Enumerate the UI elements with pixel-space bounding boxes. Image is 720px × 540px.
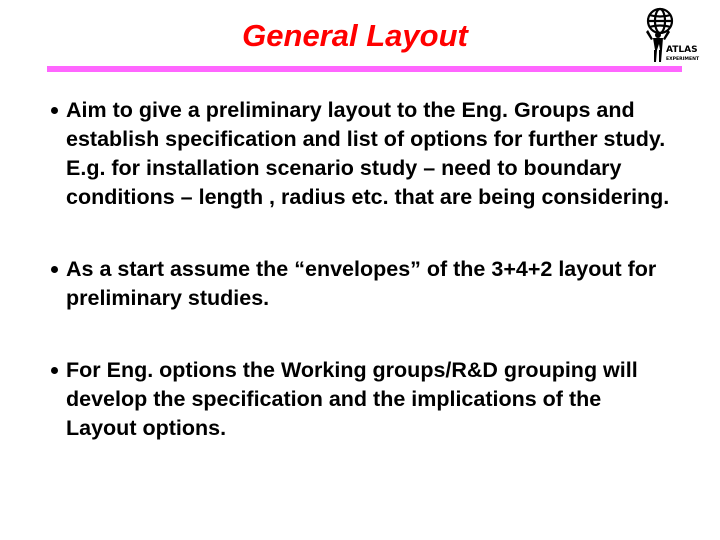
- title-underline: [47, 66, 682, 72]
- bullet-item: [47, 96, 677, 212]
- bullet-item: [47, 356, 677, 443]
- bullet-list: [47, 96, 677, 443]
- bullet-text: For Eng. options the Working groups/R&D grouping will develop the specification and the implications of the Layout options.: [66, 358, 638, 440]
- bullet-item: [47, 255, 677, 313]
- logo-subtext: EXPERIMENT: [666, 57, 700, 62]
- bullet-dot-icon: [51, 107, 58, 114]
- bullet-text: As a start assume the “envelopes” of the 3+4+2 layout for preliminary studies.: [66, 257, 657, 310]
- bullet-dot-icon: [51, 367, 58, 374]
- slide-title: General Layout: [242, 18, 468, 53]
- bullet-text: Aim to give a preliminary layout to the Eng. Groups and establish specification and list of options for further study. E.g. for installation scenario study – need to boundary conditions – length , radius etc. that are being considering.: [66, 98, 670, 209]
- logo-text: ATLAS: [666, 45, 698, 55]
- bullet-dot-icon: [51, 266, 58, 273]
- atlas-experiment-logo-icon: [636, 4, 700, 68]
